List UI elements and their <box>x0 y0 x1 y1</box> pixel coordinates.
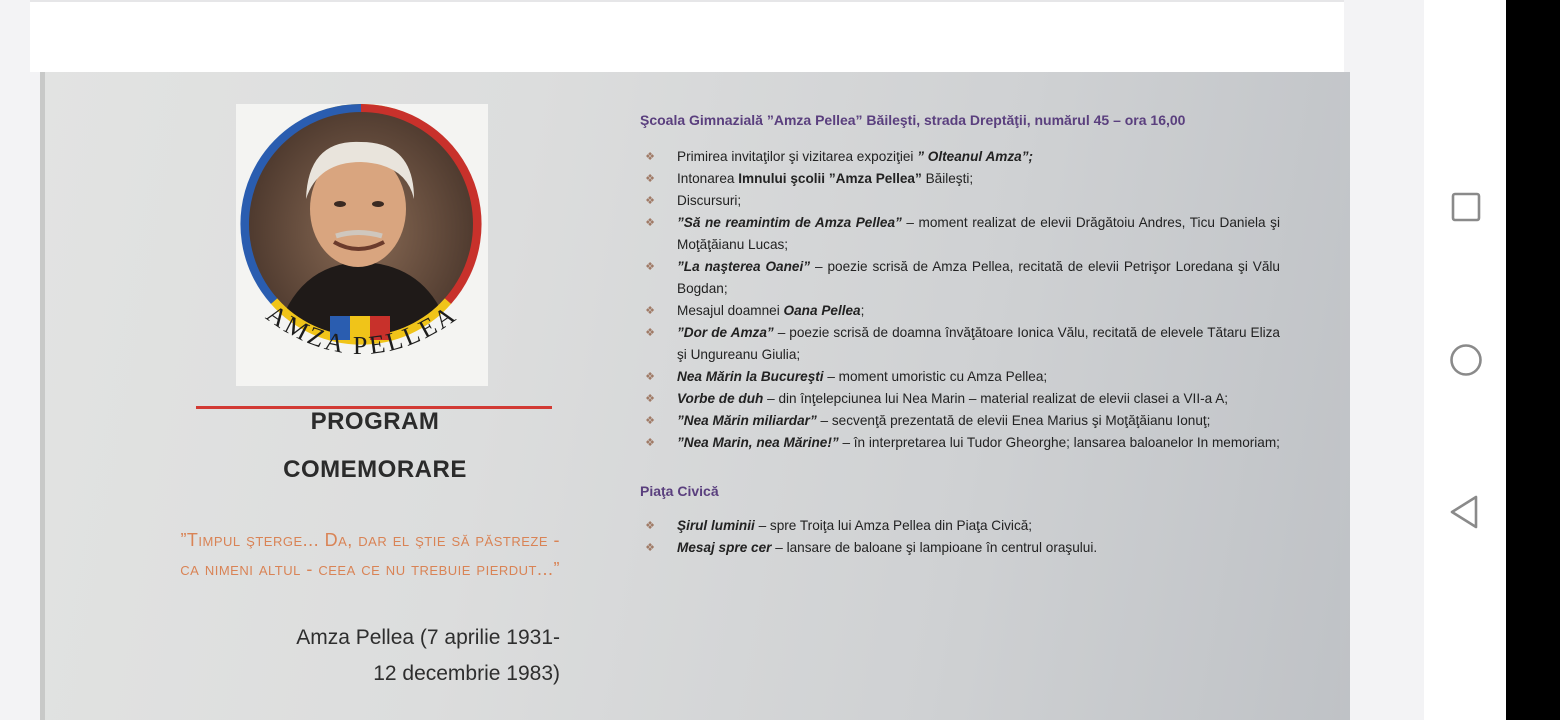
program-item <box>640 146 1280 168</box>
quote-text: ”Timpul şterge... Da, dar el ştie să păstreze - ca nimeni altul - ceea ce nu trebuie pierdut...” <box>180 530 560 579</box>
diamond-bullet-icon: ❖ <box>645 393 655 405</box>
civic-square-heading: Piaţa Civică <box>640 483 719 499</box>
program-item-em: ”Nea Marin, nea Mărine!” <box>677 435 839 450</box>
program-item-post: – poezie scrisă de Amza Pellea, recitată de elevii Petrişor Loredana şi Vălu Bogdan; <box>677 259 1280 296</box>
top-divider <box>30 0 1344 2</box>
program-item-em: ”Dor de Amza” <box>677 325 774 340</box>
program-item <box>640 322 1280 366</box>
program-item-post: ; <box>860 303 865 318</box>
program-item <box>640 190 1280 212</box>
program-item-post: – secvenţă prezentată de elevii Enea Marius şi Moţăţăianu Ionuţ; <box>816 413 1211 428</box>
program-item <box>640 410 1280 432</box>
program-item-post: – spre Troiţa lui Amza Pellea din Piaţa Civică; <box>754 518 1033 533</box>
program-item-pre: Discursuri; <box>677 193 742 208</box>
photo-left-edge <box>40 72 45 720</box>
program-item-post: – lansare de baloane şi lampioane în centrul oraşului. <box>771 540 1098 555</box>
school-location-heading: Şcoala Gimnazială ”Amza Pellea” Băileşti, strada Dreptăţii, numărul 45 – ora 16,00 <box>640 112 1186 128</box>
diamond-bullet-icon: ❖ <box>645 195 655 207</box>
square-program-items <box>640 515 1280 559</box>
program-item <box>640 212 1280 256</box>
program-item-em: Oana Pellea <box>783 303 861 318</box>
program-item <box>640 256 1280 300</box>
program-item-em: ” Olteanul Amza”; <box>917 149 1034 164</box>
program-item-em: ”La naşterea Oanei” <box>677 259 811 274</box>
name-line-2: 12 decembrie 1983) <box>373 662 560 685</box>
diamond-bullet-icon: ❖ <box>645 217 655 229</box>
program-item-post: – moment umoristic cu Amza Pellea; <box>823 369 1048 384</box>
circle-home-icon <box>1446 340 1486 380</box>
poster-photo[interactable] <box>40 72 1350 720</box>
program-item-em: ”Nea Mărin miliardar” <box>677 413 817 428</box>
screen-edge <box>1506 0 1560 720</box>
navigation-bar <box>1424 0 1506 720</box>
diamond-bullet-icon: ❖ <box>645 151 655 163</box>
portrait-frame <box>236 104 488 386</box>
program-item <box>640 366 1280 388</box>
commemoration-title: COMEMORARE <box>283 456 467 483</box>
diamond-bullet-icon: ❖ <box>645 437 655 449</box>
back-button[interactable] <box>1446 492 1486 532</box>
program-item-em: Imnului şcolii ”Amza Pellea” <box>738 171 922 186</box>
diamond-bullet-icon: ❖ <box>645 415 655 427</box>
program-item-em: Vorbe de duh <box>677 391 764 406</box>
name-line-1: Amza Pellea (7 aprilie 1931- <box>296 626 560 649</box>
program-item <box>640 388 1280 410</box>
square-recents-icon <box>1446 187 1486 227</box>
program-item <box>640 300 1280 322</box>
program-item <box>640 432 1280 454</box>
program-item-pre: Intonarea <box>677 171 739 186</box>
program-item-em: Mesaj spre cer <box>677 540 772 555</box>
home-button[interactable] <box>1446 340 1486 380</box>
program-item-post: Băileşti; <box>921 171 974 186</box>
name-and-dates <box>240 620 560 692</box>
program-title: PROGRAM <box>310 408 440 435</box>
diamond-bullet-icon: ❖ <box>645 173 655 185</box>
program-item-post: – moment realizat de elevii Drăgătoiu Andres, Ticu Daniela şi Moţăţăianu Lucas; <box>677 215 1280 252</box>
amza-pellea-portrait-image <box>236 104 488 386</box>
program-item-em: Şirul luminii <box>677 518 755 533</box>
program-item-post: – poezie scrisă de doamna învăţătoare Ionica Vălu, recitată de elevele Tătaru Eliza şi Ungureanu Giulia; <box>677 325 1280 362</box>
diamond-bullet-icon: ❖ <box>645 305 655 317</box>
diamond-bullet-icon: ❖ <box>645 520 655 532</box>
recents-button[interactable] <box>1446 187 1486 227</box>
program-item <box>640 515 1280 537</box>
program-item-pre: Mesajul doamnei <box>677 303 784 318</box>
school-program-items <box>640 146 1280 454</box>
program-item-em: Nea Mărin la Bucureşti <box>677 369 824 384</box>
program-item <box>640 168 1280 190</box>
diamond-bullet-icon: ❖ <box>645 261 655 273</box>
program-item-post: – din înţelepciunea lui Nea Marin – material realizat de elevii clasei a VII-a A; <box>763 391 1229 406</box>
program-list <box>640 112 1280 559</box>
program-item <box>640 537 1280 559</box>
program-item-pre: Primirea invitaţilor şi vizitarea expoziţiei <box>677 149 918 164</box>
diamond-bullet-icon: ❖ <box>645 542 655 554</box>
portrait-caption: AMZA PELLEA <box>261 298 463 361</box>
program-item-em: ”Să ne reamintim de Amza Pellea” <box>677 215 902 230</box>
diamond-bullet-icon: ❖ <box>645 327 655 339</box>
program-item-post: – în interpretarea lui Tudor Gheorghe; lansarea baloanelor In memoriam; <box>838 435 1280 450</box>
diamond-bullet-icon: ❖ <box>645 371 655 383</box>
top-card <box>30 0 1344 72</box>
triangle-back-icon <box>1446 492 1486 532</box>
